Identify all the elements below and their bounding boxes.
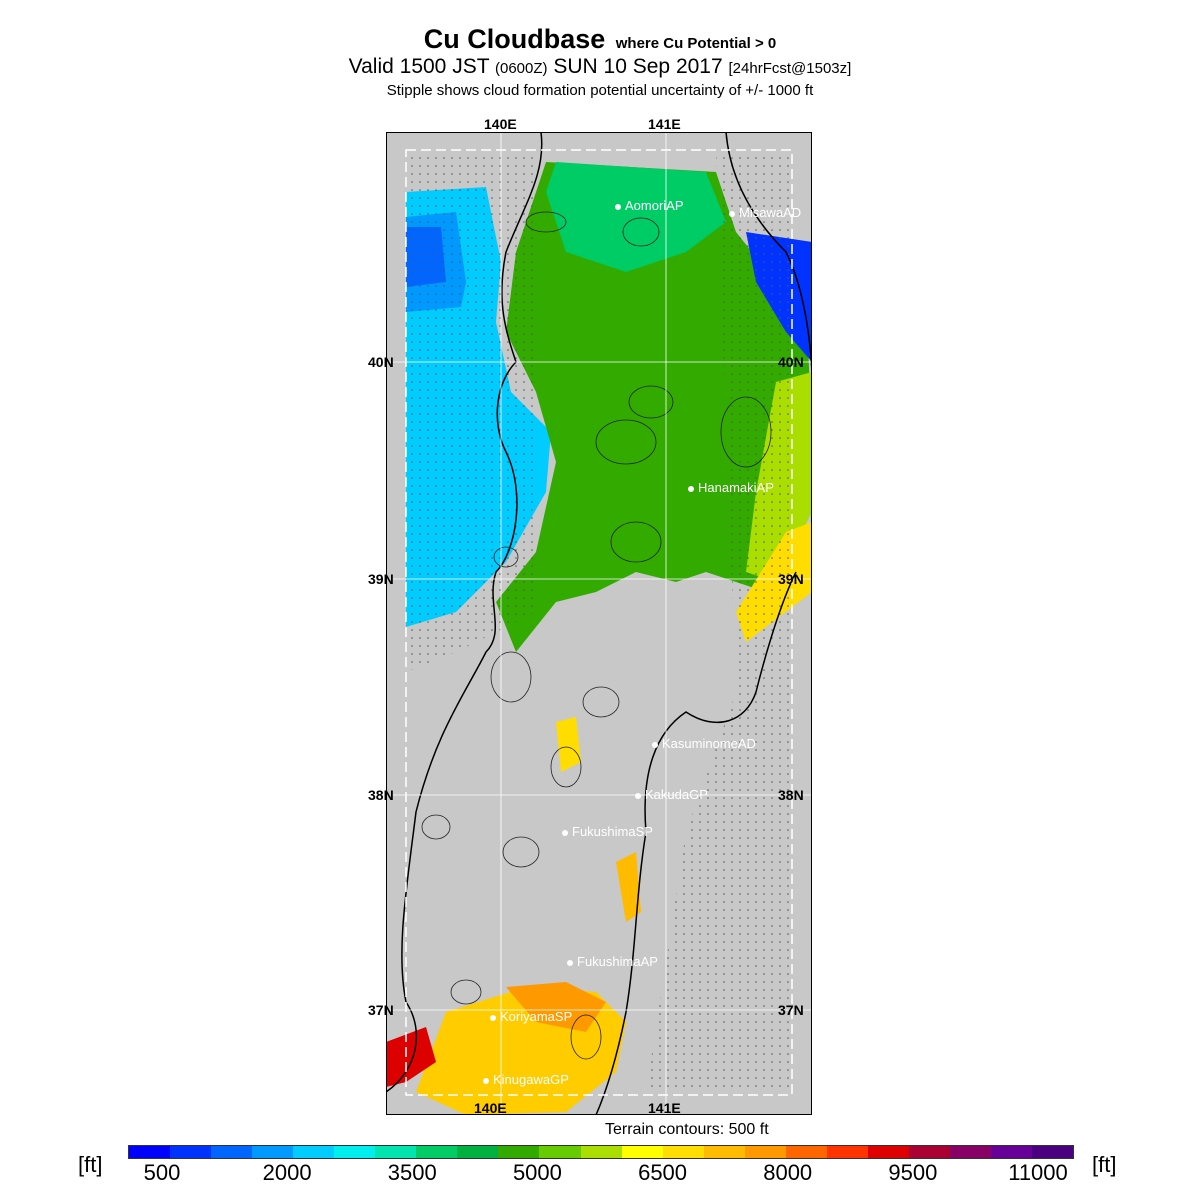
colorbar-segment [129, 1146, 170, 1158]
terrain-note: Terrain contours: 500 ft [605, 1121, 769, 1138]
station-koriyama-sp [490, 1009, 572, 1024]
stipple-west [406, 152, 536, 672]
lat-label-right-39: 39N [778, 571, 804, 587]
colorbar-segment [991, 1146, 1032, 1158]
station-marker [688, 486, 694, 492]
station-kasuminome-ad [652, 736, 756, 751]
colorbar-segment [950, 1146, 991, 1158]
colorbar-segment [622, 1146, 663, 1158]
station-label: KoriyamaSP [500, 1009, 573, 1024]
station-aomori-ap [615, 198, 684, 213]
station-hanamaki-ap [688, 480, 774, 495]
station-label: KasuminomeAD [662, 736, 756, 751]
chart-title: Cu Cloudbase [423, 24, 606, 54]
station-marker [483, 1078, 489, 1084]
lat-label-right-37: 37N [778, 1002, 804, 1018]
colorbar-segment [909, 1146, 950, 1158]
lon-label-bottom-140: 140E [474, 1100, 507, 1116]
valid-time [0, 55, 1200, 79]
station-label: HanamakiAP [698, 480, 774, 495]
station-label: FukushimaAP [577, 954, 658, 969]
colorbar-segment [868, 1146, 909, 1158]
colorbar-tick-label: 11000 [1008, 1160, 1068, 1185]
lat-label-left-38: 38N [368, 787, 394, 803]
chart-subtitle: where Cu Potential > 0 [615, 35, 777, 52]
station-kakuda-gp [635, 787, 708, 802]
colorbar-tick-label: 500 [143, 1160, 181, 1185]
colorbar-segment [375, 1146, 416, 1158]
colorbar-tick-label: 9500 [888, 1160, 938, 1185]
lat-label-right-38: 38N [778, 787, 804, 803]
colorbar-segment [252, 1146, 293, 1158]
lat-label-left-39: 39N [368, 571, 394, 587]
colorbar-unit-left: [ft] [78, 1152, 103, 1177]
lon-label-top-140: 140E [484, 116, 517, 132]
colorbar-segment [745, 1146, 786, 1158]
station-marker [562, 830, 568, 836]
colorbar-segment [704, 1146, 745, 1158]
colorbar-segment [539, 1146, 580, 1158]
stipple-note: Stipple shows cloud formation potential uncertainty of +/- 1000 ft [386, 82, 814, 99]
chart-title-row [0, 24, 1200, 55]
colorbar-tick-label: 2000 [262, 1160, 312, 1185]
station-marker [567, 960, 573, 966]
colorbar-segment [457, 1146, 498, 1158]
map-panel [368, 116, 812, 1116]
station-label: MisawaAD [739, 205, 802, 220]
lat-label-right-40: 40N [778, 354, 804, 370]
colorbar-segment [581, 1146, 622, 1158]
station-kinugawa-gp [483, 1072, 569, 1087]
valid-utc: (0600Z) [495, 60, 548, 77]
colorbar-segment [170, 1146, 211, 1158]
station-fukushima-ap [567, 954, 658, 969]
station-fukushima-sp [562, 824, 653, 839]
colorbar-segment [498, 1146, 539, 1158]
colorbar-segment [334, 1146, 375, 1158]
colorbar-segment [293, 1146, 334, 1158]
lat-label-left-37: 37N [368, 1002, 394, 1018]
valid-date: SUN 10 Sep 2017 [553, 55, 723, 78]
colorbar-segment [416, 1146, 457, 1158]
colorbar-segment [211, 1146, 252, 1158]
station-misawa-ad [729, 205, 801, 220]
station-marker [729, 211, 735, 217]
colorbar-segment [786, 1146, 827, 1158]
colorbar [128, 1145, 1074, 1159]
station-label: KinugawaGP [493, 1072, 569, 1087]
station-marker [652, 742, 658, 748]
station-label: FukushimaSP [572, 824, 653, 839]
colorbar-tick-label: 8000 [763, 1160, 813, 1185]
colorbar-tick-label: 5000 [512, 1160, 562, 1185]
colorbar-segment [827, 1146, 868, 1158]
station-marker [615, 204, 621, 210]
colorbar-segment [1032, 1146, 1073, 1158]
lon-label-top-141: 141E [648, 116, 681, 132]
station-label: KakudaGP [645, 787, 708, 802]
colorbar-segment [663, 1146, 704, 1158]
colorbar-unit-right: [ft] [1092, 1152, 1117, 1177]
station-label: AomoriAP [625, 198, 684, 213]
forecast-info: [24hrFcst@1503z] [728, 60, 852, 77]
station-marker [635, 793, 641, 799]
colorbar-tick-label: 6500 [638, 1160, 688, 1185]
lon-label-bottom-141: 141E [648, 1100, 681, 1116]
valid-prefix: Valid 1500 JST [348, 55, 490, 78]
colorbar-tick-label: 3500 [387, 1160, 437, 1185]
lat-label-left-40: 40N [368, 354, 394, 370]
station-marker [490, 1015, 496, 1021]
